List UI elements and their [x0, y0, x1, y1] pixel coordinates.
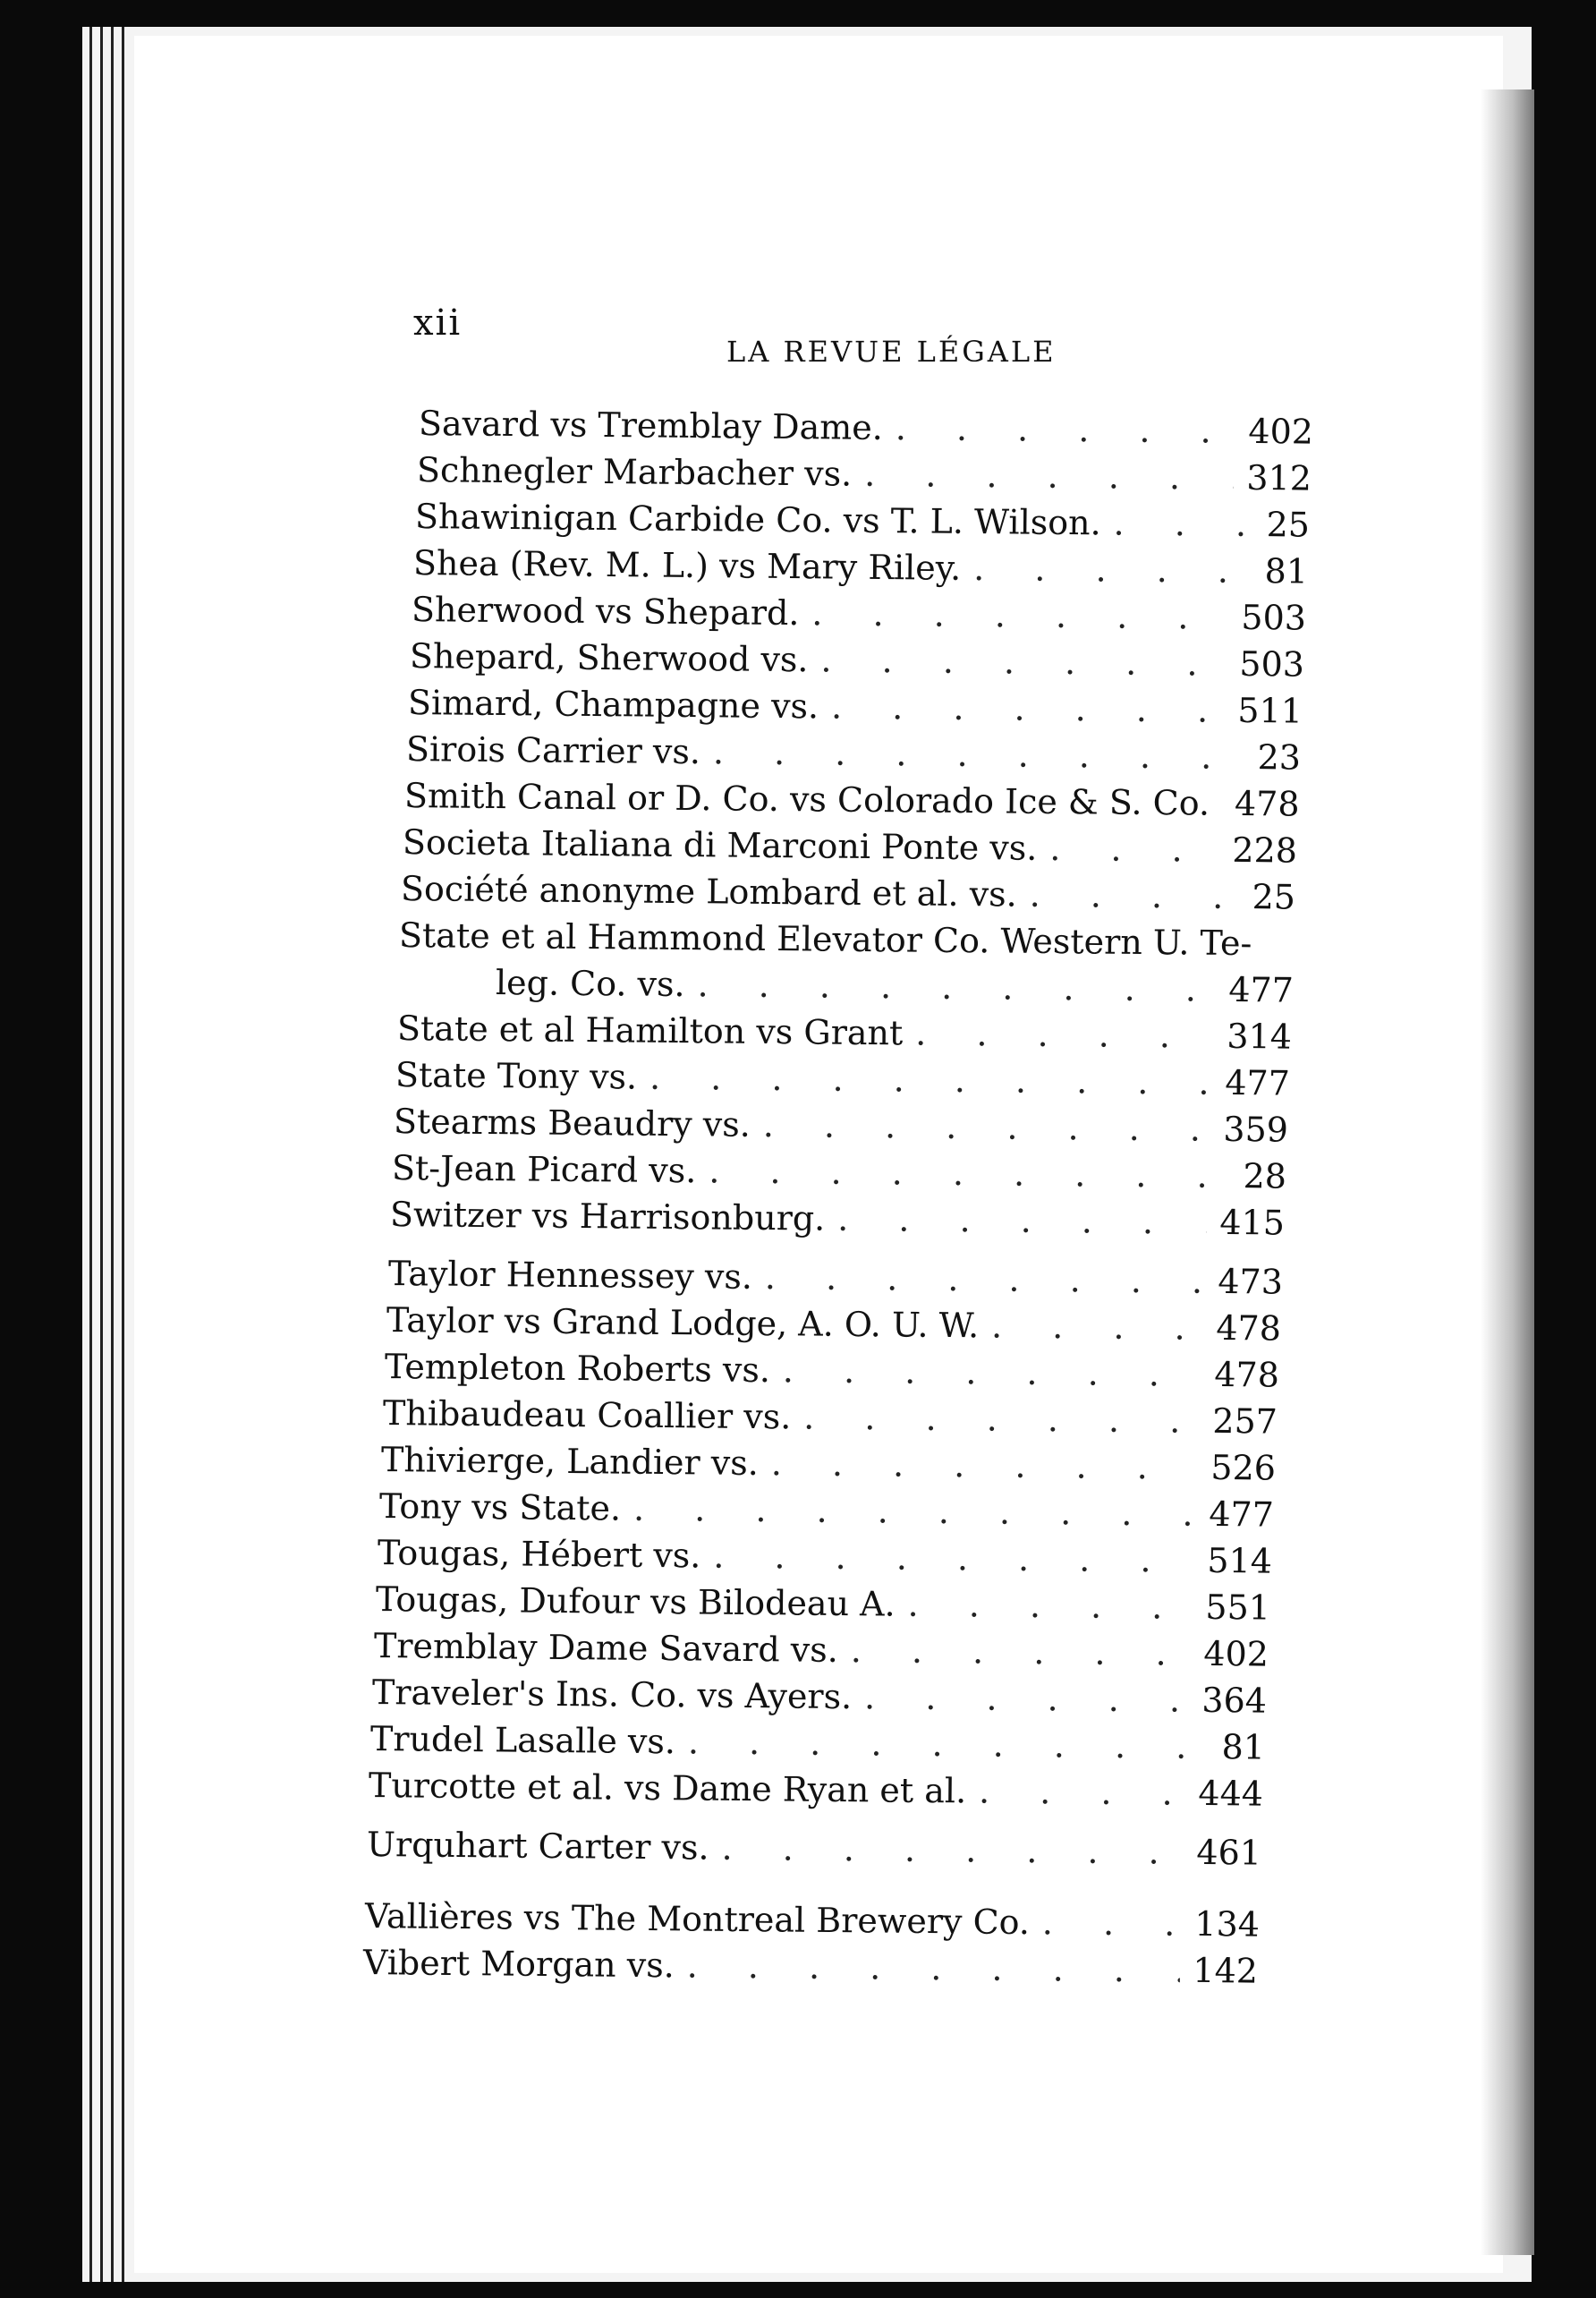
- case-name: Taylor Hennessey vs.: [387, 1254, 753, 1297]
- dot-leader: [763, 1108, 1211, 1146]
- page-ref: 25: [1266, 505, 1311, 545]
- case-name: Thivierge, Landier vs.: [380, 1440, 760, 1484]
- page-ref: 511: [1237, 690, 1303, 731]
- dot-leader: [896, 411, 1236, 448]
- page-ref: 477: [1225, 1062, 1291, 1103]
- dot-leader: [1049, 831, 1219, 867]
- dot-leader: [973, 551, 1244, 588]
- dot-leader: [820, 643, 1227, 680]
- page-edge-line: [100, 27, 103, 2282]
- case-name: Taylor vs Grand Lodge, A. O. U. W.: [386, 1300, 980, 1346]
- index-entry: [403, 776, 1300, 824]
- page-ref: 503: [1241, 597, 1307, 638]
- page-ref: 134: [1194, 1903, 1261, 1945]
- page-ref: 25: [1252, 877, 1296, 917]
- case-name: leg. Co. vs.: [495, 963, 685, 1005]
- case-name: Société anonyme Lombard et al. vs.: [400, 869, 1017, 915]
- case-name: Tougas, Hébert vs.: [377, 1533, 701, 1576]
- dot-leader: [713, 735, 1236, 774]
- page-ref: 551: [1205, 1587, 1271, 1628]
- dot-leader: [713, 1539, 1194, 1578]
- dot-leader: [979, 1775, 1186, 1810]
- case-name: Smith Canal or D. Co. vs Colorado Ice & S. Co.: [403, 776, 1210, 823]
- case-name: Sherwood vs Shepard.: [411, 590, 800, 634]
- case-name: Trudel Lasalle vs.: [369, 1719, 676, 1762]
- page-edge-line: [111, 27, 114, 2282]
- case-name: Stearms Beaudry vs.: [393, 1102, 751, 1145]
- dot-leader: [851, 1633, 1192, 1671]
- page-ref: 81: [1264, 551, 1309, 592]
- case-name: Tougas, Dufour vs Bilodeau A.: [375, 1579, 896, 1624]
- case-name: Societa Italiana di Marconi Ponte vs.: [402, 822, 1038, 868]
- index-entry: [398, 915, 1252, 964]
- dot-leader: [1113, 506, 1245, 540]
- case-name: Switzer vs Harrisonburg.: [389, 1195, 826, 1238]
- page-ref: 478: [1234, 783, 1300, 824]
- page-ref: 461: [1196, 1832, 1262, 1873]
- binding-shadow: [1481, 89, 1534, 2255]
- page-ref: 402: [1248, 411, 1314, 452]
- case-name: Simard, Champagne vs.: [407, 683, 819, 727]
- page-ref: 514: [1207, 1540, 1273, 1581]
- page-ref: 359: [1223, 1109, 1289, 1150]
- dot-leader: [783, 1353, 1202, 1391]
- case-name: Vibert Morgan vs.: [362, 1943, 675, 1986]
- page-ref: 478: [1216, 1307, 1282, 1349]
- page-ref: 228: [1232, 830, 1298, 871]
- page-ref: 477: [1209, 1494, 1275, 1535]
- case-name: Turcotte et al. vs Dame Ryan et al.: [368, 1766, 967, 1811]
- case-name: State Tony vs.: [395, 1055, 638, 1097]
- dot-leader: [687, 1948, 1181, 1987]
- page-edge-line: [122, 27, 124, 2282]
- dot-leader: [1030, 878, 1232, 914]
- dot-leader: [831, 690, 1226, 728]
- dot-leader: [697, 967, 1216, 1007]
- dot-leader: [771, 1446, 1199, 1485]
- case-name: State et al Hammond Elevator Co. Western U. Te-: [398, 915, 1252, 964]
- dot-leader: [864, 1680, 1190, 1716]
- page-ref: 473: [1218, 1261, 1284, 1302]
- page-ref: 477: [1228, 969, 1295, 1010]
- page-ref: 503: [1239, 643, 1305, 685]
- page-ref: 314: [1227, 1016, 1293, 1057]
- case-name: Shepard, Sherwood vs.: [409, 636, 809, 680]
- page-edge-line: [89, 27, 92, 2282]
- case-name: State et al Hamilton vs Grant: [396, 1009, 904, 1053]
- page-ref: 526: [1210, 1447, 1277, 1488]
- dot-leader: [837, 1202, 1208, 1239]
- case-name: Sirois Carrier vs.: [405, 729, 701, 772]
- page-ref: 23: [1257, 737, 1302, 778]
- dot-leader: [991, 1308, 1204, 1344]
- page-ref: 312: [1246, 457, 1312, 498]
- case-name: Shea (Rev. M. L.) vs Mary Riley.: [412, 543, 962, 588]
- case-name: Tremblay Dame Savard vs.: [373, 1626, 839, 1670]
- case-name: St-Jean Picard vs.: [391, 1148, 697, 1191]
- case-name: Savard vs Tremblay Dame.: [418, 404, 884, 447]
- dot-leader: [803, 1400, 1201, 1438]
- dot-leader: [765, 1260, 1206, 1298]
- case-name: Shawinigan Carbide Co. vs T. L. Wilson.: [414, 497, 1101, 543]
- dot-leader: [721, 1831, 1184, 1869]
- page-number: xii: [413, 302, 463, 344]
- page-ref: 364: [1201, 1680, 1268, 1721]
- dot-leader: [915, 1017, 1214, 1053]
- dot-leader: [907, 1587, 1193, 1624]
- case-name: Templeton Roberts vs.: [384, 1347, 771, 1391]
- running-title: LA REVUE LÉGALE: [726, 335, 1057, 369]
- page-ref: 257: [1212, 1400, 1278, 1442]
- case-name: Urquhart Carter vs.: [366, 1825, 709, 1868]
- dot-leader: [1042, 1905, 1183, 1941]
- dot-leader: [811, 596, 1228, 634]
- page-ref: 415: [1219, 1202, 1286, 1243]
- page-ref: 28: [1243, 1156, 1287, 1196]
- page-ref: 142: [1193, 1950, 1259, 1991]
- case-name: Schnegler Marbacher vs.: [416, 450, 853, 494]
- page-ref: 81: [1221, 1727, 1266, 1767]
- case-name: Traveler's Ins. Co. vs Ayers.: [371, 1672, 853, 1717]
- case-name: Thibaudeau Coallier vs.: [382, 1393, 792, 1437]
- dot-leader: [649, 1060, 1213, 1100]
- page-ref: 402: [1203, 1633, 1269, 1674]
- page-ref: 444: [1198, 1773, 1264, 1814]
- dot-leader: [688, 1724, 1201, 1763]
- case-name: Tony vs State.: [378, 1486, 622, 1528]
- dot-leader: [633, 1492, 1197, 1531]
- case-name: Vallières vs The Montreal Brewery Co.: [364, 1896, 1031, 1943]
- dot-leader: [709, 1153, 1222, 1193]
- page-ref: 478: [1214, 1354, 1280, 1395]
- dot-leader: [864, 457, 1235, 495]
